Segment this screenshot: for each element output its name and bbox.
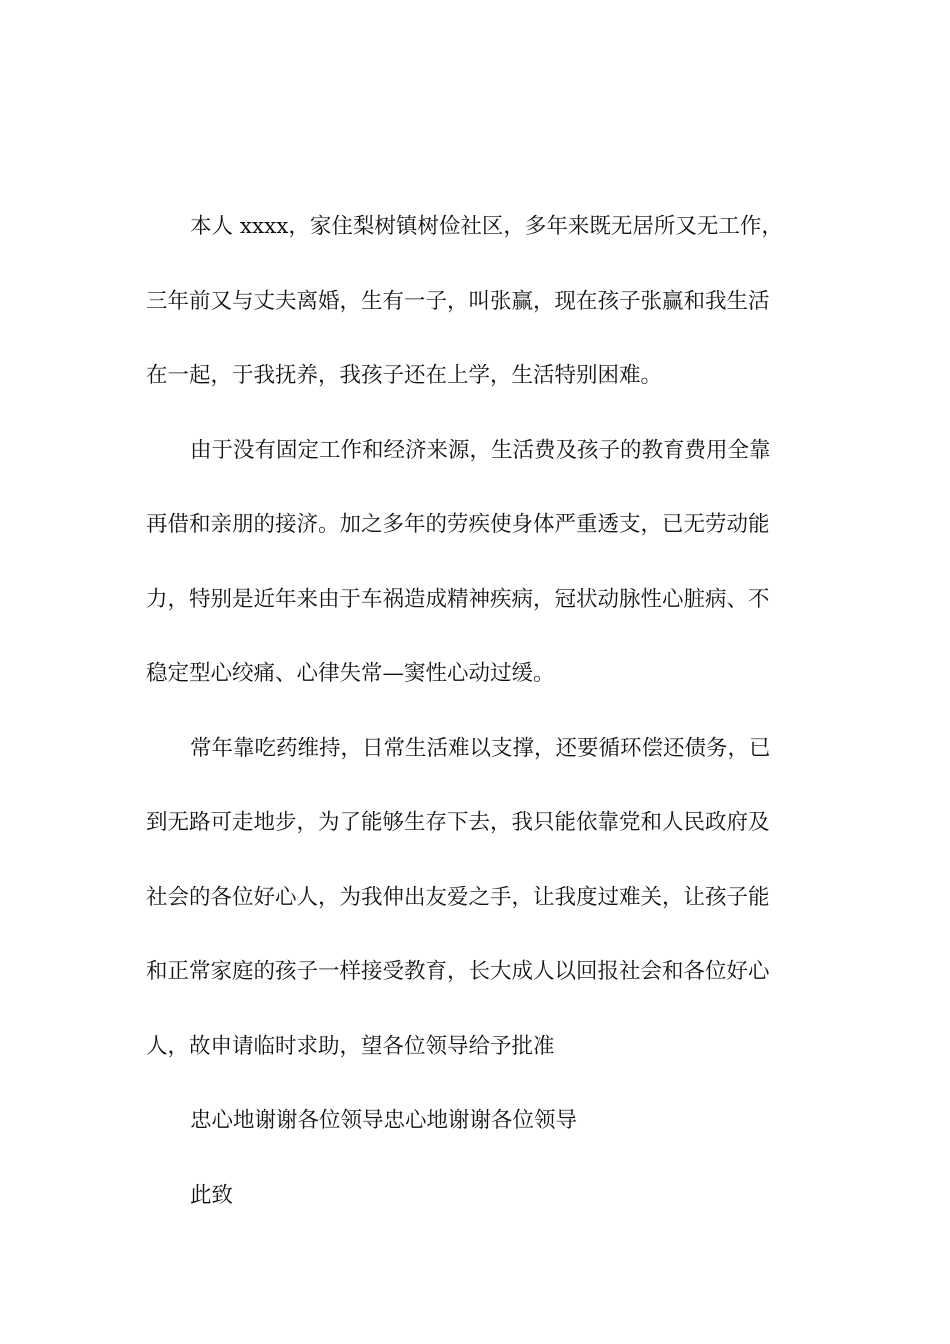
text-line: 在一起，于我抚养，我孩子还在上学，生活特别困难。 [146,363,663,388]
paragraph-2 [146,430,808,728]
text-line: 由于没有固定工作和经济来源，生活费及孩子的教育费用全靠 [190,437,771,463]
text-line: 到无路可走地步，为了能够生存下去，我只能依靠党和人民政府及 [146,810,770,835]
paragraph-thanks [146,1100,808,1175]
text-line: 本人 xxxx，家住梨树镇树俭社区，多年来既无居所又无工作， [190,214,783,239]
paragraph-closing [146,1175,808,1250]
paragraph-1 [146,206,808,430]
text-line: 忠心地谢谢各位领导忠心地谢谢各位领导 [190,1108,578,1133]
text-line: 和正常家庭的孩子一样接受教育，长大成人以回报社会和各位好心 [146,959,770,984]
text-line: 三年前又与丈夫离婚，生有一子，叫张赢，现在孩子张赢和我生活 [146,288,770,314]
text-line: 社会的各位好心人，为我伸出友爱之手，让我度过难关，让孩子能 [146,884,770,910]
text-line: 人，故申请临时求助，望各位领导给予批准 [146,1033,555,1059]
text-line: 再借和亲朋的接济。加之多年的劳疾使身体严重透支，已无劳动能 [146,512,770,537]
text-line: 力，特别是近年来由于车祸造成精神疾病，冠状动脉性心脏病、不 [146,586,770,612]
text-line: 常年靠吃药维持，日常生活难以支撑，还要循环偿还债务，已 [190,735,771,761]
paragraph-3 [146,728,808,1101]
closing-salutation: 此致 [190,1182,234,1208]
text-line: 稳定型心绞痛、心律失常—窦性心动过缓。 [146,661,555,686]
document-body [146,206,808,1249]
